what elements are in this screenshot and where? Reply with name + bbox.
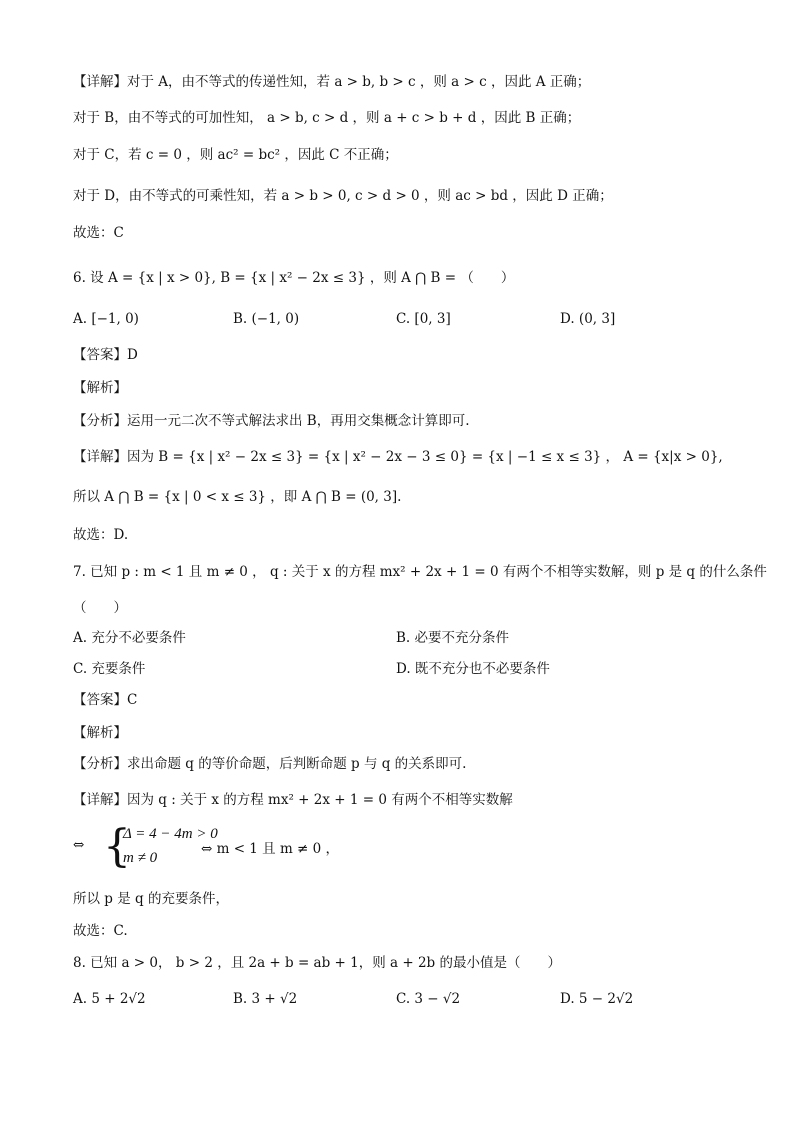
- q6-option-c: C. [0, 3]: [396, 311, 451, 327]
- system-result: ⇔ m < 1 且 m ≠ 0 ，: [201, 841, 340, 857]
- system-line-1: Δ = 4 − 4m > 0: [123, 826, 218, 842]
- system-line-2: m ≠ 0: [123, 850, 158, 866]
- iff-symbol: ⇔: [73, 837, 85, 853]
- q7-analysis-heading: 【解析】: [73, 725, 127, 741]
- detail-line-d: 对于 D，由不等式的可乘性知，若 a > b > 0, c > d > 0 ，则 ac > bd ，因此 D 正确；: [73, 188, 613, 204]
- q6-option-a: A. [−1, 0): [73, 311, 139, 327]
- q8-option-a: A. 5 + 2√2: [73, 991, 146, 1007]
- question-8: 8. 已知 a > 0， b > 2 ，且 2a + b = ab + 1，则 a + 2b 的最小值是（ ）: [73, 955, 561, 971]
- detail-line-a: 【详解】对于 A，由不等式的传递性知，若 a > b, b > c ，则 a > c ，因此 A 正确；: [73, 74, 591, 90]
- q6-analysis: 【分析】运用一元二次不等式解法求出 B，再用交集概念计算即可.: [73, 413, 470, 429]
- question-7-paren: （ ）: [73, 600, 127, 616]
- q7-analysis: 【分析】求出命题 q 的等价命题，后判断命题 p 与 q 的关系即可.: [73, 756, 467, 772]
- left-brace: {: [103, 821, 131, 872]
- q7-detail: 【详解】因为 q : 关于 x 的方程 mx² + 2x + 1 = 0 有两个不相等实数解: [73, 792, 513, 808]
- q7-option-c: C. 充要条件: [73, 661, 146, 677]
- q6-answer: 【答案】D: [73, 347, 138, 363]
- q7-conclusion: 所以 p 是 q 的充要条件，: [73, 891, 229, 907]
- choice-line-5: 故选：C: [73, 225, 124, 241]
- q6-analysis-heading: 【解析】: [73, 380, 127, 396]
- q7-option-d: D. 既不充分也不必要条件: [396, 661, 550, 677]
- detail-line-c: 对于 C，若 c = 0 ，则 ac² = bc² ，因此 C 不正确；: [73, 147, 398, 163]
- q7-option-b: B. 必要不充分条件: [396, 630, 510, 646]
- q6-option-d: D. (0, 3]: [560, 311, 616, 327]
- q8-option-c: C. 3 − √2: [396, 991, 461, 1007]
- question-7: 7. 已知 p : m < 1 且 m ≠ 0 ， q : 关于 x 的方程 mx² + 2x + 1 = 0 有两个不相等实数解，则 p 是 q 的什么条件: [73, 564, 767, 580]
- q6-conclusion: 所以 A ⋂ B = {x | 0 < x ≤ 3} ，即 A ⋂ B = (0, 3].: [73, 489, 402, 505]
- q7-choice: 故选：C.: [73, 923, 128, 939]
- q8-option-d: D. 5 − 2√2: [560, 991, 634, 1007]
- q6-choice: 故选：D.: [73, 527, 129, 543]
- q7-answer: 【答案】C: [73, 692, 138, 708]
- question-6: 6. 设 A = {x | x > 0}, B = {x | x² − 2x ≤ 3} ，则 A ⋂ B = （ ）: [73, 270, 515, 286]
- q6-detail: 【详解】因为 B = {x | x² − 2x ≤ 3} = {x | x² − 2x − 3 ≤ 0} = {x | −1 ≤ x ≤ 3} ， A = {x|x > 0},: [73, 449, 723, 465]
- q6-option-b: B. (−1, 0): [233, 311, 300, 327]
- q7-equation-system: [73, 821, 433, 874]
- q7-option-a: A. 充分不必要条件: [73, 630, 186, 646]
- q8-option-b: B. 3 + √2: [233, 991, 298, 1007]
- detail-line-b: 对于 B，由不等式的可加性知， a > b, c > d ，则 a + c > b + d ，因此 B 正确；: [73, 110, 581, 126]
